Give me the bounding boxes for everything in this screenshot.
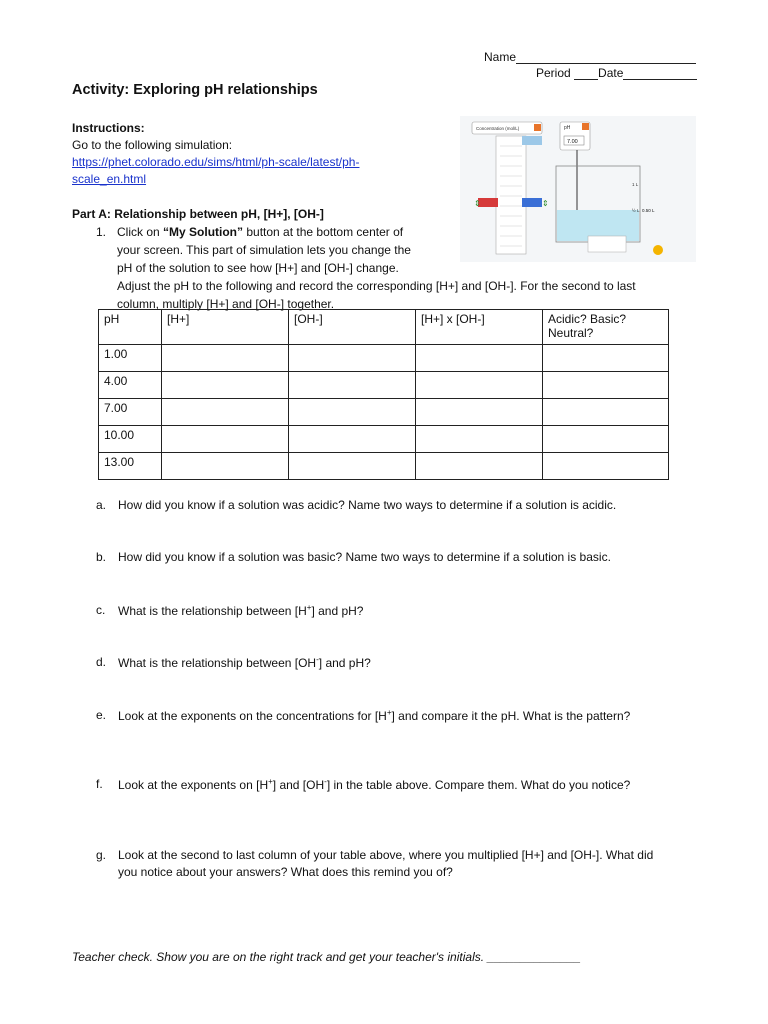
ph-simulation-image xyxy=(460,116,696,262)
ph-data-table xyxy=(98,309,669,480)
ph-meter-label: pH xyxy=(564,125,571,131)
step-line1-post: button at the bottom center of xyxy=(243,225,404,239)
table-row xyxy=(99,426,669,453)
question-e: e. Look at the exponents on the concentrations for [H+] and compare it the pH. What is the pattern? xyxy=(96,708,631,723)
table-header-row xyxy=(99,310,669,345)
header-ph: pH xyxy=(99,310,162,345)
question-c: c. What is the relationship between [H+] and pH? xyxy=(96,603,364,618)
ph-cell: 7.00 xyxy=(99,399,162,426)
oh-marker xyxy=(522,198,542,207)
part-a-heading: Part A: Relationship between pH, [H+], [OH-] xyxy=(72,207,324,221)
table-row xyxy=(99,372,669,399)
period-label: Period xyxy=(536,66,571,80)
ph-cell: 1.00 xyxy=(99,345,162,372)
ph-cell: 13.00 xyxy=(99,453,162,480)
concentration-graph xyxy=(496,136,526,254)
question-a: a. How did you know if a solution was acidic? Name two ways to determine if a solution is acidic. xyxy=(96,498,617,512)
name-label: Name xyxy=(484,50,517,64)
table-row xyxy=(99,453,669,480)
instructions-heading: Instructions: xyxy=(72,121,145,135)
step-line4: Adjust the pH to the following and record the corresponding [H+] and [OH-]. For the second to last xyxy=(117,279,636,293)
question-d: d. What is the relationship between [OH-] and pH? xyxy=(96,655,371,670)
simulation-link-line1[interactable]: https://phet.colorado.edu/sims/html/ph-scale/latest/ph- xyxy=(72,155,360,169)
options-panel xyxy=(588,236,626,252)
instructions-goto: Go to the following simulation: xyxy=(72,138,233,152)
volume-half-label: ½ L xyxy=(632,208,640,213)
date-label: Date xyxy=(598,66,624,80)
volume-reading: 0.50 L xyxy=(642,208,655,213)
question-g: g. Look at the second to last column of your table above, where you multiplied [H+] and [OH-]. What did you notice about your answers? What does this remind you of? xyxy=(96,848,654,879)
svg-text:⇕: ⇕ xyxy=(542,199,549,208)
reset-icon xyxy=(653,245,663,255)
svg-text:⇕: ⇕ xyxy=(474,199,481,208)
header-oh: [OH-] xyxy=(289,310,416,345)
ph-cell: 4.00 xyxy=(99,372,162,399)
step-line2: your screen. This part of simulation lets you change the xyxy=(117,243,411,257)
question-f: f. Look at the exponents on [H+] and [OH-] in the table above. Compare them. What do you notice? xyxy=(96,777,631,792)
table-row xyxy=(99,345,669,372)
teacher-check: Teacher check. Show you are on the right track and get your teacher's initials. ______________ xyxy=(72,950,581,964)
header-product: [H+] x [OH-] xyxy=(416,310,543,345)
name-field[interactable] xyxy=(484,50,696,64)
step-line1-pre: Click on xyxy=(117,225,164,239)
step-line3: pH of the solution to see how [H+] and [OH-] change. xyxy=(117,261,399,275)
h-marker xyxy=(478,198,498,207)
ph-cell: 10.00 xyxy=(99,426,162,453)
volume-1l-label: 1 L xyxy=(632,182,639,187)
question-b: b. How did you know if a solution was basic? Name two ways to determine if a solution is basic. xyxy=(96,550,611,564)
simulation-link-line2[interactable]: scale_en.html xyxy=(72,172,147,186)
period-date-field[interactable] xyxy=(536,66,697,80)
instructions xyxy=(72,120,359,188)
ph-value: 7.00 xyxy=(567,139,578,145)
page-title: Activity: Exploring pH relationships xyxy=(72,82,318,98)
step-number: 1. xyxy=(96,225,107,239)
header-acidic-basic: Acidic? Basic? Neutral? xyxy=(543,310,669,345)
step-line5: column, multiply [H+] and [OH-] together. xyxy=(117,297,335,311)
header-h: [H+] xyxy=(162,310,289,345)
table-row xyxy=(99,399,669,426)
concentration-label: Concentration (mol/L) xyxy=(476,126,520,131)
my-solution-text: “My Solution” xyxy=(163,225,244,239)
